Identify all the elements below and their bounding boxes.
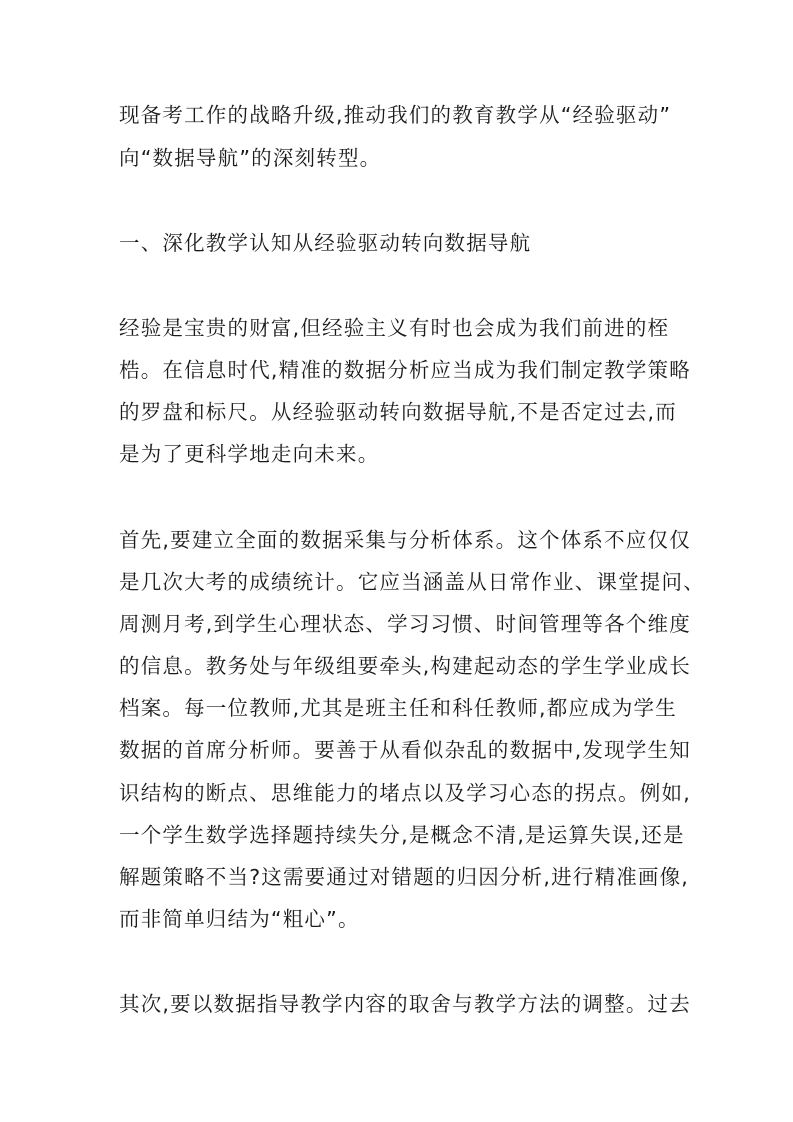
paragraph-line: 周测月考,到学生心理状态、学习习惯、时间管理等各个维度 bbox=[119, 612, 691, 636]
paragraph-line: 识结构的断点、思维能力的堵点以及学习心态的拐点。例如, bbox=[119, 781, 691, 805]
paragraph-line: 数据的首席分析师。要善于从看似杂乱的数据中,发现学生知 bbox=[119, 738, 691, 762]
paragraph-line: 的罗盘和标尺。从经验驱动转向数据导航,不是否定过去,而 bbox=[119, 400, 677, 424]
paragraph-line: 其次,要以数据指导教学内容的取舍与教学方法的调整。过去 bbox=[119, 992, 691, 1016]
paragraph-line: 而非简单归结为“粗心”。 bbox=[119, 907, 360, 931]
paragraph-line: 首先,要建立全面的数据采集与分析体系。这个体系不应仅仅 bbox=[119, 528, 691, 552]
paragraph-line: 是为了更科学地走向未来。 bbox=[119, 442, 380, 466]
paragraph-line: 是几次大考的成绩统计。它应当涵盖从日常作业、课堂提问、 bbox=[119, 570, 705, 594]
paragraph-line: 的信息。教务处与年级组要牵头,构建起动态的学生学业成长 bbox=[119, 654, 691, 678]
paragraph-line: 梏。在信息时代,精准的数据分析应当成为我们制定教学策略 bbox=[119, 358, 691, 382]
paragraph-line: 一个学生数学选择题持续失分,是概念不清,是运算失误,还是 bbox=[119, 823, 685, 847]
section-heading: 一、深化教学认知从经验驱动转向数据导航 bbox=[119, 231, 532, 255]
paragraph-line: 向“数据导航”的深刻转型。 bbox=[119, 146, 382, 170]
paragraph-line: 解题策略不当?这需要通过对错题的归因分析,进行精准画像, bbox=[119, 865, 690, 889]
paragraph-line: 现备考工作的战略升级,推动我们的教育教学从“经验驱动” bbox=[119, 103, 672, 127]
paragraph-line: 档案。每一位教师,尤其是班主任和科任教师,都应成为学生 bbox=[119, 696, 677, 720]
paragraph-line: 经验是宝贵的财富,但经验主义有时也会成为我们前进的桎 bbox=[119, 316, 670, 340]
